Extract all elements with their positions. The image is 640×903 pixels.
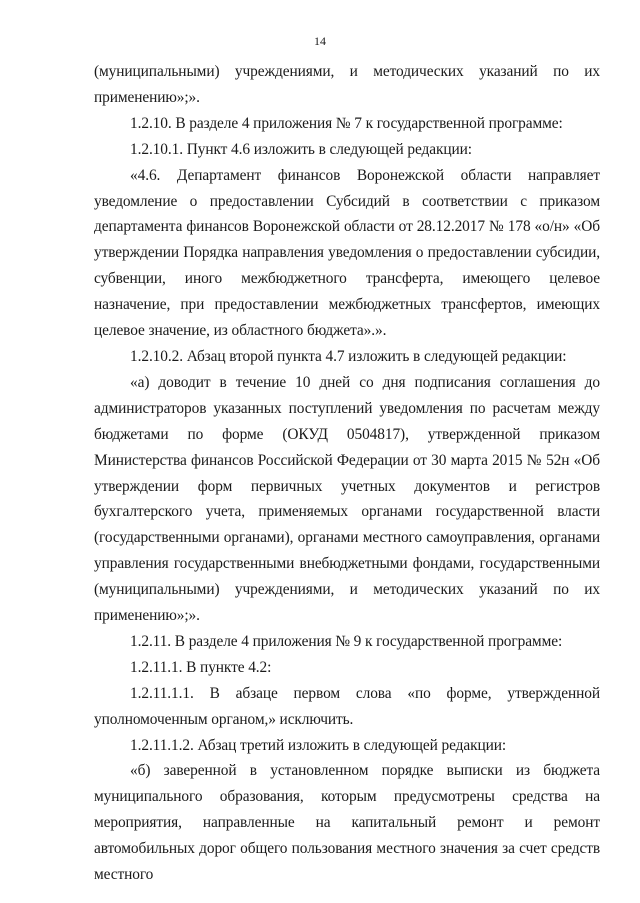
paragraph-1-2-10: 1.2.10. В разделе 4 приложения № 7 к государственной программе: [130, 114, 563, 132]
document-body [94, 59, 600, 888]
paragraph-continuation: (муниципальными) учреждениями, и методических указаний по их применению»;». [94, 63, 600, 106]
paragraph-1-2-11-1-1: 1.2.11.1.1. В абзаце первом слова «по форме, утвержденной уполномоченным органом,» исключить. [94, 684, 600, 728]
paragraph-1-2-10-2: 1.2.10.2. Абзац второй пункта 4.7 изложить в следующей редакции: [130, 347, 567, 365]
page-number: 14 [314, 34, 326, 48]
paragraph-quote-4-6: «4.6. Департамент финансов Воронежской области направляет уведомление о предоставлении Субсидий в соответствии с приказом департамента финансов Воронежской области от 28.12.2017 № 178 «о/н» «Об утверждении Порядка направления уведомления о предоставлении субсидии, субвенции, иного межбюджетного трансферта, имеющего целевое назначение, при предоставлении межбюджетных трансфертов, имеющих целевое значение, из областного бюджета».». [94, 166, 600, 340]
paragraph-quote-b: «б) заверенной в установленном порядке выписки из бюджета муниципального образования, которым предусмотрены средства на мероприятия, направленные на капитальный ремонт и ремонт автомобильных дорог общего пользования местного значения за счет средств местного [94, 762, 600, 884]
paragraph-1-2-11-1-2: 1.2.11.1.2. Абзац третий изложить в следующей редакции: [130, 736, 507, 754]
paragraph-quote-a: «а) доводит в течение 10 дней со дня подписания соглашения до администраторов указанных поступлений уведомления по расчетам между бюджетами по форме (ОКУД 0504817), утвержденной приказом Министерства финансов Российской Федерации от 30 марта 2015 № 52н «Об утверждении форм первичных учетных документов и регистров бухгалтерского учета, применяемых органами государственной власти (государственными органами), органами местного самоуправления, органами управления государственными внебюджетными фондами, государственными (муниципальными) учреждениями, и методических указаний по их применению»;». [94, 373, 600, 625]
paragraph-1-2-10-1: 1.2.10.1. Пункт 4.6 изложить в следующей редакции: [130, 140, 472, 158]
paragraph-1-2-11: 1.2.11. В разделе 4 приложения № 9 к государственной программе: [130, 632, 563, 650]
paragraph-1-2-11-1: 1.2.11.1. В пункте 4.2: [130, 658, 272, 676]
